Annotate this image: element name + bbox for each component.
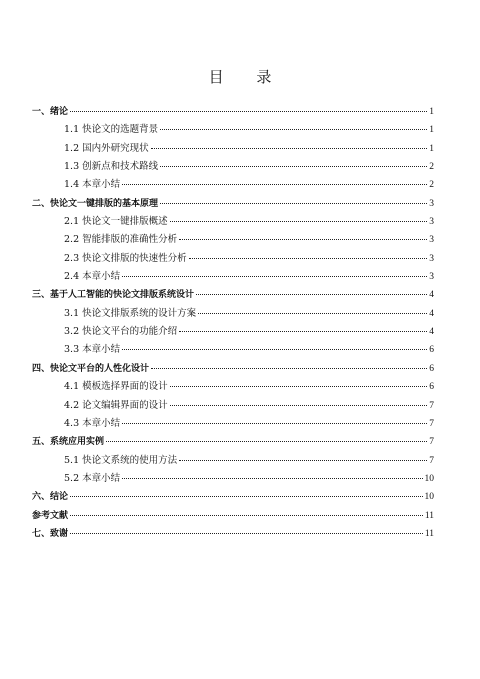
toc-page-number: 11 [424, 528, 434, 539]
toc-page-number: 6 [429, 345, 434, 356]
dot-leader [151, 148, 428, 149]
toc-section-entry[interactable] [32, 140, 434, 158]
dot-leader [179, 331, 427, 332]
toc-chapter-entry[interactable] [32, 507, 434, 525]
toc-page-number: 3 [429, 272, 434, 283]
toc-page-number: 7 [429, 400, 434, 411]
dot-leader [70, 515, 423, 516]
dot-leader [160, 166, 427, 167]
toc-page-number: 2 [429, 162, 434, 173]
toc-page-number: 7 [429, 418, 434, 429]
toc-page-number: 3 [429, 198, 434, 209]
toc-list [32, 103, 434, 543]
toc-entry-text: 二、快论文一键排版的基本原理 [32, 198, 159, 209]
toc-entry-text: 3.1 快论文排版系统的设计方案 [64, 307, 197, 319]
toc-entry-text: 七、致谢 [32, 528, 69, 539]
dot-leader [122, 349, 427, 350]
toc-section-entry[interactable] [32, 268, 434, 286]
toc-page-number: 4 [429, 327, 434, 338]
toc-chapter-entry[interactable] [32, 286, 434, 304]
dot-leader [122, 276, 427, 277]
toc-page-number: 4 [429, 290, 434, 301]
toc-entry-text: 4.3 本章小结 [64, 417, 121, 429]
dot-leader [106, 441, 427, 442]
toc-entry-text: 五、系统应用实例 [32, 437, 105, 448]
toc-page-number: 11 [424, 510, 434, 521]
toc-entry-text: 六、结论 [32, 492, 69, 503]
toc-section-entry[interactable] [32, 397, 434, 415]
toc-section-entry[interactable] [32, 341, 434, 359]
dot-leader [160, 129, 427, 130]
toc-section-entry[interactable] [32, 323, 434, 341]
toc-entry-text: 4.2 论文编辑界面的设计 [64, 399, 168, 411]
dot-leader [189, 258, 428, 259]
toc-entry-text: 一、绪论 [32, 107, 69, 117]
toc-chapter-entry[interactable] [32, 525, 434, 543]
toc-entry-text: 2.2 智能排版的准确性分析 [64, 234, 178, 246]
dot-leader [198, 313, 427, 314]
toc-page-number: 3 [429, 253, 434, 264]
toc-page-number: 1 [429, 107, 434, 117]
toc-section-entry[interactable] [32, 176, 434, 194]
dot-leader [170, 221, 428, 222]
toc-entry-text: 2.3 快论文排版的快速性分析 [64, 252, 187, 264]
toc-chapter-entry[interactable] [32, 488, 434, 506]
toc-entry-text: 5.2 本章小结 [64, 472, 121, 484]
toc-entry-text: 1.2 国内外研究现状 [64, 142, 149, 154]
toc-page-number: 1 [429, 125, 434, 136]
dot-leader [170, 405, 428, 406]
dot-leader [122, 423, 427, 424]
toc-page-number: 1 [429, 143, 434, 154]
toc-entry-text: 2.1 快论文一键排版概述 [64, 216, 168, 228]
dot-leader [122, 478, 422, 479]
toc-page-number: 7 [429, 455, 434, 466]
toc-section-entry[interactable] [32, 250, 434, 268]
dot-leader [70, 111, 427, 112]
toc-title: 目 录 [208, 68, 286, 86]
dot-leader [179, 239, 427, 240]
toc-section-entry[interactable] [32, 452, 434, 470]
toc-entry-text: 5.1 快论文系统的使用方法 [64, 454, 178, 466]
toc-entry-text: 2.4 本章小结 [64, 271, 121, 283]
toc-section-entry[interactable] [32, 305, 434, 323]
toc-section-entry[interactable] [32, 158, 434, 176]
toc-section-entry[interactable] [32, 213, 434, 231]
toc-page-number: 2 [429, 180, 434, 191]
dot-leader [70, 496, 422, 497]
toc-section-entry[interactable] [32, 231, 434, 249]
toc-page-number: 3 [429, 217, 434, 228]
toc-entry-text: 三、基于人工智能的快论文排版系统设计 [32, 290, 195, 301]
toc-chapter-entry[interactable] [32, 195, 434, 213]
toc-entry-text: 1.4 本章小结 [64, 179, 121, 191]
toc-page-number: 10 [424, 473, 434, 484]
toc-entry-text: 参考文献 [32, 510, 69, 521]
toc-entry-text: 3.2 快论文平台的功能介绍 [64, 326, 178, 338]
toc-entry-text: 1.3 创新点和技术路线 [64, 161, 159, 173]
dot-leader [151, 368, 427, 369]
toc-page-number: 10 [424, 492, 434, 503]
toc-chapter-entry[interactable] [32, 433, 434, 451]
toc-chapter-entry[interactable] [32, 360, 434, 378]
toc-section-entry[interactable] [32, 470, 434, 488]
toc-entry-text: 4.1 模板选择界面的设计 [64, 381, 168, 393]
toc-page-number: 7 [429, 437, 434, 448]
toc-section-entry[interactable] [32, 121, 434, 139]
dot-leader [170, 386, 428, 387]
toc-entry-text: 3.3 本章小结 [64, 344, 121, 356]
dot-leader [122, 184, 427, 185]
toc-page-number: 4 [429, 308, 434, 319]
toc-section-entry[interactable] [32, 415, 434, 433]
toc-entry-text: 1.1 快论文的选题背景 [64, 124, 159, 136]
dot-leader [179, 460, 427, 461]
dot-leader [196, 294, 427, 295]
toc-page-number: 6 [429, 382, 434, 393]
toc-page-number: 6 [429, 363, 434, 374]
dot-leader [70, 533, 423, 534]
toc-page-number: 3 [429, 235, 434, 246]
toc-section-entry[interactable] [32, 378, 434, 396]
toc-entry-text: 四、快论文平台的人性化设计 [32, 363, 150, 374]
dot-leader [160, 203, 427, 204]
toc-chapter-entry[interactable] [32, 103, 434, 121]
